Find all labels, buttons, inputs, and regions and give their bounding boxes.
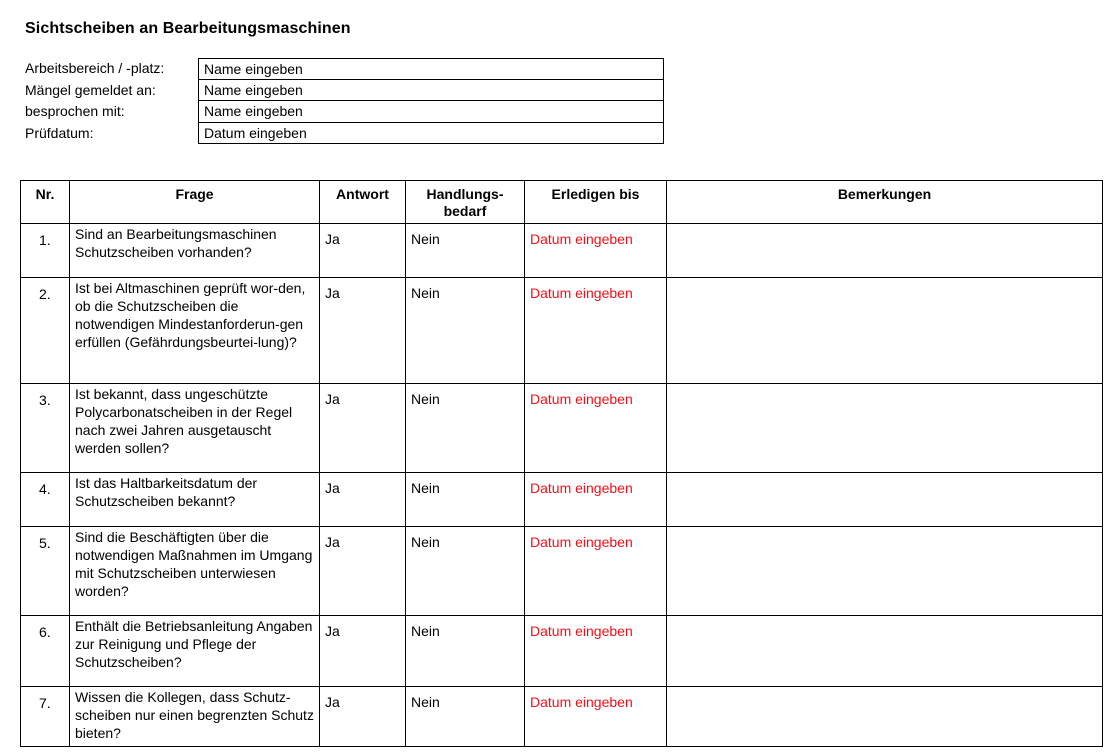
row-number: 4. [21,473,70,527]
answer-cell[interactable]: Ja [320,278,406,384]
answer-cell[interactable]: Ja [320,224,406,278]
row-number: 3. [21,384,70,473]
due-date-cell[interactable]: Datum eingeben [525,687,667,747]
header-frage: Frage [70,181,320,224]
due-date-cell[interactable]: Datum eingeben [525,527,667,616]
checklist-table [20,180,1103,747]
table-row [21,527,1103,616]
table-header-row [21,181,1103,224]
due-date-cell[interactable]: Datum eingeben [525,278,667,384]
answer-cell[interactable]: Ja [320,527,406,616]
row-number: 7. [21,687,70,747]
due-date-cell[interactable]: Datum eingeben [525,616,667,687]
info-row-arbeitsbereich [25,58,664,80]
action-needed-cell[interactable]: Nein [406,384,525,473]
maengel-gemeldet-field[interactable]: Name eingeben [198,80,664,102]
table-row [21,473,1103,527]
header-handlungsbedarf-line1: Handlungs- [426,186,504,202]
table-row [21,224,1103,278]
remarks-cell[interactable] [667,687,1103,747]
besprochen-mit-field[interactable]: Name eingeben [198,101,664,123]
answer-cell[interactable]: Ja [320,473,406,527]
question-text: Wissen die Kollegen, dass Schutz-scheiben nur einen begrenzten Schutz bieten? [70,687,320,747]
table-row [21,687,1103,747]
action-needed-cell[interactable]: Nein [406,687,525,747]
remarks-cell[interactable] [667,224,1103,278]
info-row-maengel [25,80,664,102]
answer-cell[interactable]: Ja [320,616,406,687]
remarks-cell[interactable] [667,278,1103,384]
header-handlungsbedarf-line2: bedarf [443,203,487,219]
header-bemerkungen: Bemerkungen [667,181,1103,224]
remarks-cell[interactable] [667,384,1103,473]
table-row [21,278,1103,384]
pruefdatum-label: Prüfdatum: [25,124,94,141]
info-row-pruefdatum [25,123,664,145]
remarks-cell[interactable] [667,527,1103,616]
answer-cell[interactable]: Ja [320,384,406,473]
action-needed-cell[interactable]: Nein [406,616,525,687]
action-needed-cell[interactable]: Nein [406,278,525,384]
header-nr: Nr. [21,181,70,224]
remarks-cell[interactable] [667,473,1103,527]
action-needed-cell[interactable]: Nein [406,224,525,278]
page-title: Sichtscheiben an Bearbeitungsmaschinen [25,20,351,37]
question-text: Sind an Bearbeitungsmaschinen Schutzscheiben vorhanden? [70,224,320,278]
due-date-cell[interactable]: Datum eingeben [525,224,667,278]
action-needed-cell[interactable]: Nein [406,527,525,616]
row-number: 1. [21,224,70,278]
due-date-cell[interactable]: Datum eingeben [525,384,667,473]
arbeitsbereich-label: Arbeitsbereich / -platz: [25,60,165,76]
table-row [21,616,1103,687]
maengel-gemeldet-label: Mängel gemeldet an: [25,81,156,98]
remarks-cell[interactable] [667,616,1103,687]
action-needed-cell[interactable]: Nein [406,473,525,527]
answer-cell[interactable]: Ja [320,687,406,747]
info-block [25,58,664,144]
header-antwort: Antwort [320,181,406,224]
row-number: 2. [21,278,70,384]
arbeitsbereich-field[interactable]: Name eingeben [198,58,664,80]
row-number: 6. [21,616,70,687]
question-text: Ist bekannt, dass ungeschützte Polycarbonatscheiben in der Regel nach zwei Jahren ausgetauscht werden sollen? [70,384,320,473]
question-text: Sind die Beschäftigten über die notwendigen Maßnahmen im Umgang mit Schutzscheiben unterwiesen worden? [70,527,320,616]
due-date-cell[interactable]: Datum eingeben [525,473,667,527]
question-text: Ist bei Altmaschinen geprüft wor-den, ob die Schutzscheiben die notwendigen Mindestanforderun-gen erfüllen (Gefährdungsbeurtei-lung)? [70,278,320,384]
info-row-besprochen [25,101,664,123]
pruefdatum-field[interactable]: Datum eingeben [198,123,664,145]
question-text: Enthält die Betriebsanleitung Angaben zur Reinigung und Pflege der Schutzscheiben? [70,616,320,687]
table-row [21,384,1103,473]
header-erledigen-bis: Erledigen bis [525,181,667,224]
header-handlungsbedarf [406,181,525,224]
besprochen-mit-label: besprochen mit: [25,103,125,119]
question-text: Ist das Haltbarkeitsdatum der Schutzscheiben bekannt? [70,473,320,527]
row-number: 5. [21,527,70,616]
